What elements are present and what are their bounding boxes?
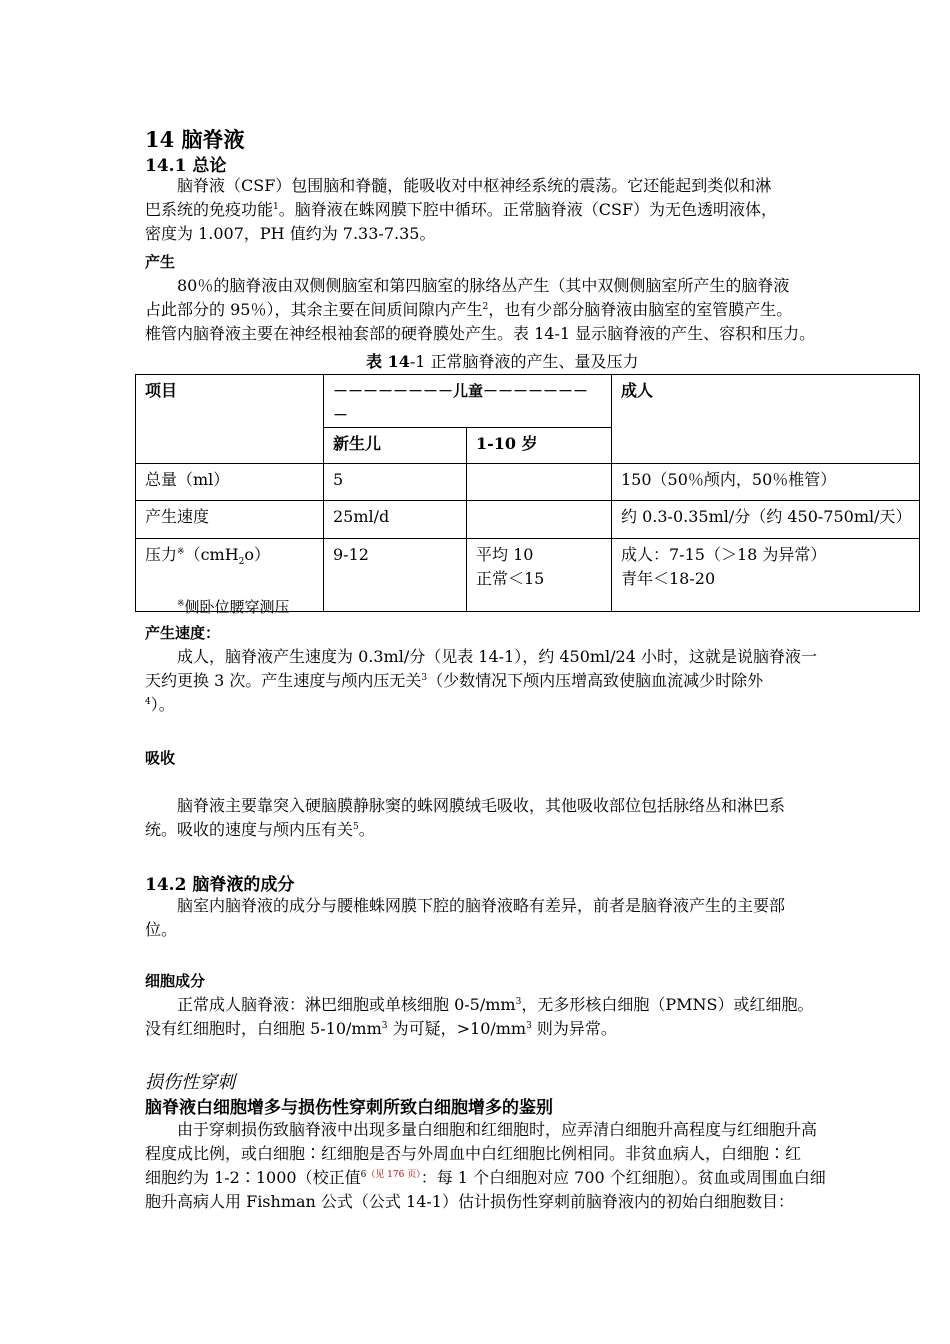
paragraph-line: 占此部分的 95％），其余主要在间质间隙内产生$^2$，也有少部分脑脊液由脑室的室管膜产生。 xyxy=(145,300,793,319)
table-header-child: －－－－－－－－儿童－－－－－－－－ xyxy=(324,375,612,428)
table-header-newborn: 新生儿 xyxy=(324,428,467,464)
paragraph-line: 由于穿刺损伤致脑脊液中出现多量白细胞和红细胞时，应弄清白细胞升高程度与红细胞升高 xyxy=(177,1120,818,1139)
paragraph-line: 正常成人脑脊液：淋巴细胞或单核细胞 $0-5/mm^3$，无多形核白细胞（PMNS）或红细胞。 xyxy=(177,995,814,1014)
table-row xyxy=(136,464,920,501)
table-caption: 表 14-1 正常脑脊液的产生、量及压力 xyxy=(366,352,639,371)
table-row xyxy=(136,501,920,539)
table-cell: 9-12 xyxy=(324,539,467,612)
italic-heading: 损伤性穿刺 xyxy=(145,1072,235,1093)
chapter-title: 14 脑脊液 xyxy=(145,127,245,152)
table-cell: 25ml/d xyxy=(324,501,467,539)
paragraph-line: 脑脊液主要靠突入硬脑膜静脉窦的蛛网膜绒毛吸收，其他吸收部位包括脉络丛和淋巴系 xyxy=(177,796,786,815)
paragraph-line: 密度为 1.007，PH 值约为 7.33-7.35。 xyxy=(145,224,436,243)
paragraph-line: 成人，脑脊液产生速度为 0.3ml/分（见表 14-1），约 450ml/24 小时，这就是说脑脊液一 xyxy=(177,647,817,666)
table-cell: 平均 10 正常＜15 xyxy=(467,539,612,612)
heading-differentiation: 脑脊液白细胞增多与损伤性穿刺所致白细胞增多的鉴别 xyxy=(145,1098,553,1118)
paragraph-line: 脑室内脑脊液的成分与腰椎蛛网膜下腔的脑脊液略有差异，前者是脑脊液产生的主要部 xyxy=(177,896,786,915)
section-heading-composition: 14.2 脑脊液的成分 xyxy=(145,875,295,895)
paragraph-line: 位。 xyxy=(145,920,178,939)
table-header-age: 1-10 岁 xyxy=(467,428,612,464)
table-cell: 150（50％颅内，50％椎管） xyxy=(612,464,920,501)
paragraph-line: 胞升高病人用 Fishman 公式（公式 14-1）估计损伤性穿刺前脑脊液内的初始白细胞数目： xyxy=(145,1192,794,1211)
csf-table xyxy=(135,374,920,612)
paragraph-line: 80％的脑脊液由双侧侧脑室和第四脑室的脉络丛产生（其中双侧侧脑室所产生的脑脊液 xyxy=(177,276,790,295)
table-cell: 成人：7-15（＞18 为异常） 青年＜18-20 xyxy=(612,539,920,612)
table-cell xyxy=(467,464,612,501)
paragraph-line: 巴系统的免疫功能$^1$。脑脊液在蛛网膜下腔中循环。正常脑脊液（CSF）为无色透明液体， xyxy=(145,200,778,219)
table-header-adult: 成人 xyxy=(612,375,920,464)
paragraph-line: $^4$）。 xyxy=(145,695,175,714)
subheading-rate: 产生速度： xyxy=(145,624,221,642)
table-footnote: ※侧卧位腰穿测压 xyxy=(177,598,290,616)
section-heading-general: 14.1 总论 xyxy=(145,156,227,176)
table-cell: 5 xyxy=(324,464,467,501)
paragraph-line: 统。吸收的速度与颅内压有关$^5$。 xyxy=(145,820,375,839)
paragraph-line: 细胞约为 1-2∶1000（校正值$^{6(见 176 页)}$：每 1 个白细胞对应 700 个红细胞）。贫血或周围血白细 xyxy=(145,1168,826,1187)
paragraph-line: 椎管内脑脊液主要在神经根袖套部的硬脊膜处产生。表 14-1 显示脑脊液的产生、容积和压力。 xyxy=(145,324,816,343)
table-cell: 总量（ml） xyxy=(136,464,324,501)
paragraph-line: 天约更换 3 次。产生速度与颅内压无关$^3$（少数情况下颅内压增高致使脑血流减少时除外 xyxy=(145,671,764,690)
table-cell: 产生速度 xyxy=(136,501,324,539)
paragraph-line: 程度成比例，或白细胞∶红细胞是否与外周血中白红细胞比例相同。非贫血病人，白细胞∶红 xyxy=(145,1144,802,1163)
table-header-item: 项目 xyxy=(136,375,324,464)
subheading-absorption: 吸收 xyxy=(145,749,176,767)
subheading-production: 产生 xyxy=(145,253,176,271)
paragraph-line: 没有红细胞时，白细胞 $5-10/mm^3$ 为可疑，$>10/mm^3$ 则为异常。 xyxy=(145,1019,617,1038)
subheading-cells: 细胞成分 xyxy=(145,972,206,990)
table-cell: 约 0.3-0.35ml/分（约 450-750ml/天） xyxy=(612,501,920,539)
table-cell xyxy=(467,501,612,539)
table-cell: 压力※（cmH$_2$o） xyxy=(136,539,324,612)
paragraph-line: 脑脊液（CSF）包围脑和脊髓，能吸收对中枢神经系统的震荡。它还能起到类似和淋 xyxy=(177,176,772,195)
